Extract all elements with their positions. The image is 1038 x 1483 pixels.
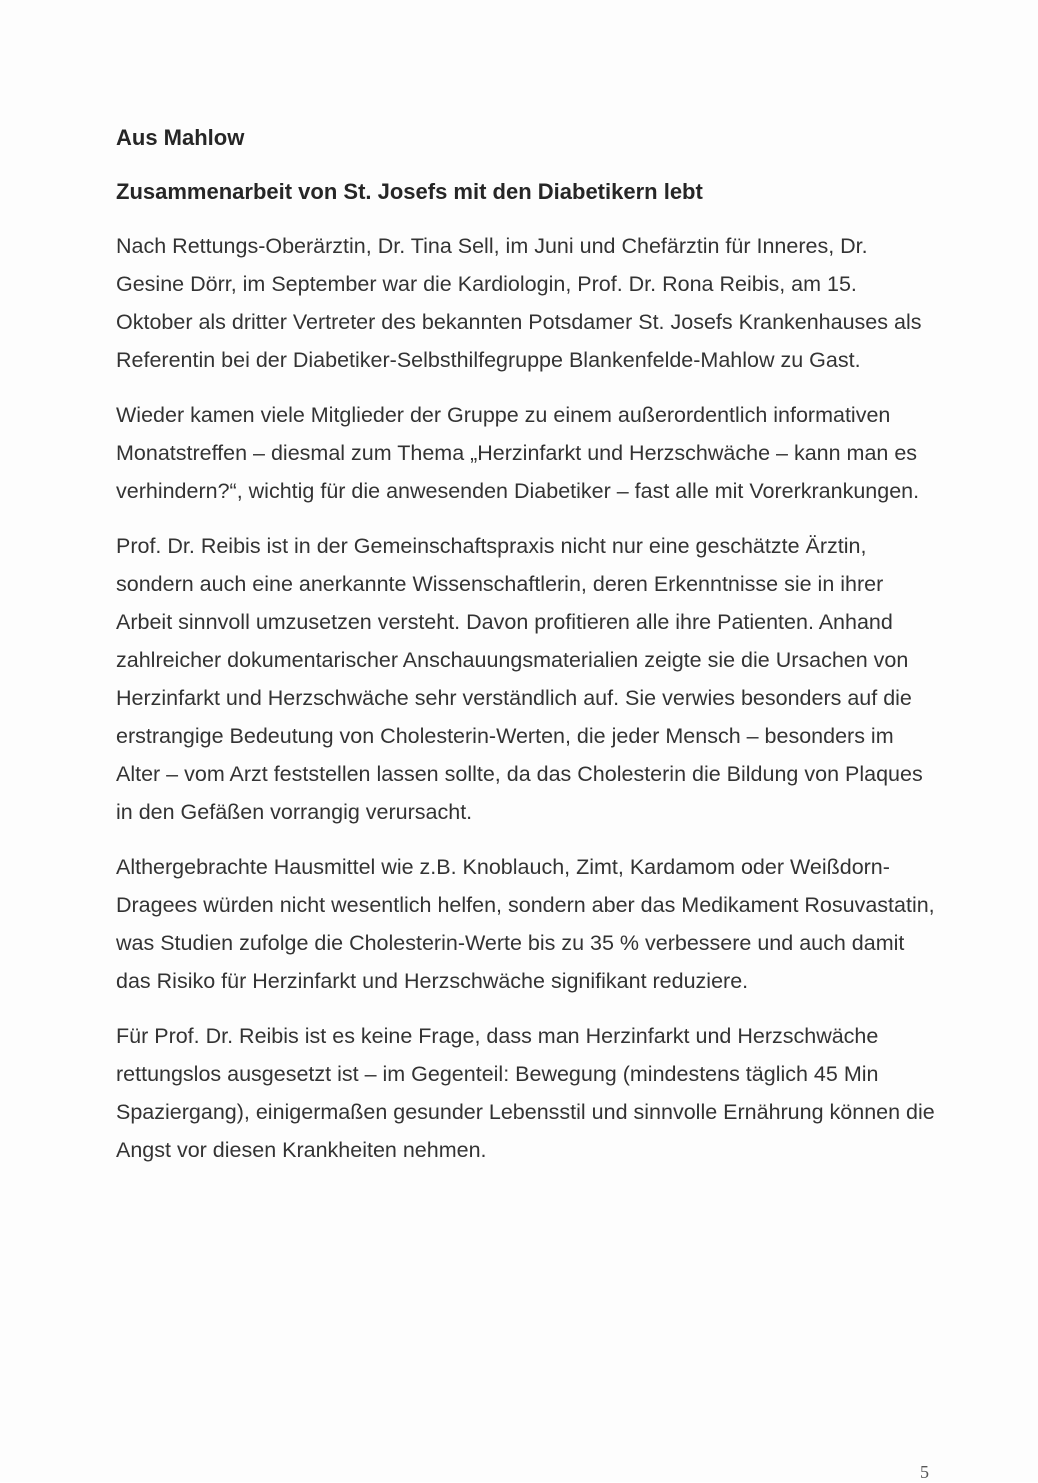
page-number: 5 [920,1462,929,1482]
paragraph-4: Althergebrachte Hausmittel wie z.B. Knoblauch, Zimt, Kardamom oder Weißdorn-Dragees würden nicht wesentlich helfen, sondern aber das Medikament Rosuvastatin, was Studien zufolge die Cholesterin-Werte bis zu 35 % verbessere und auch damit das Risiko für Herzinfarkt und Herzschwäche signifikant reduziere. [116,855,935,993]
paragraph-2: Wieder kamen viele Mitglieder der Gruppe zu einem außerordentlich informativen Monatstreffen – diesmal zum Thema „Herzinfarkt und Herzschwäche – kann man es verhindern?“, wichtig für die anwesenden Diabetiker – fast alle mit Vorerkrankungen. [116,403,920,503]
paragraph-5: Für Prof. Dr. Reibis ist es keine Frage, dass man Herzinfarkt und Herzschwäche rettungslos ausgesetzt ist – im Gegenteil: Bewegung (mindestens täglich 45 Min Spaziergang), einigermaßen gesunder Lebensstil und sinnvolle Ernährung können die Angst vor diesen Krankheiten nehmen. [116,1024,935,1162]
article [116,121,936,1186]
section-kicker: Aus Mahlow [116,125,245,150]
paragraph-3: Prof. Dr. Reibis ist in der Gemeinschaftspraxis nicht nur eine geschätzte Ärztin, sondern auch eine anerkannte Wissenschaftlerin, deren Erkenntnisse sie in ihrer Arbeit sinnvoll umzusetzen versteht. Davon profitieren alle ihre Patienten. Anhand zahlreicher dokumentarischer Anschauungsmaterialien zeigte sie die Ursachen von Herzinfarkt und Herzschwäche sehr verständlich auf. Sie verwies besonders auf die erstrangige Bedeutung von Cholesterin-Werten, die jeder Mensch – besonders im Alter – vom Arzt feststellen lassen sollte, da das Cholesterin die Bildung von Plaques in den Gefäßen vorrangig verursacht. [116,534,923,824]
paragraph-1: Nach Rettungs-Oberärztin, Dr. Tina Sell, im Juni und Chefärztin für Inneres, Dr. Gesine Dörr, im September war die Kardiologin, Prof. Dr. Rona Reibis, am 15. Oktober als dritter Vertreter des bekannten Potsdamer St. Josefs Krankenhauses als Referentin bei der Diabetiker-Selbsthilfegruppe Blankenfelde-Mahlow zu Gast. [116,234,922,372]
article-headline: Zusammenarbeit von St. Josefs mit den Diabetikern lebt [116,179,703,204]
